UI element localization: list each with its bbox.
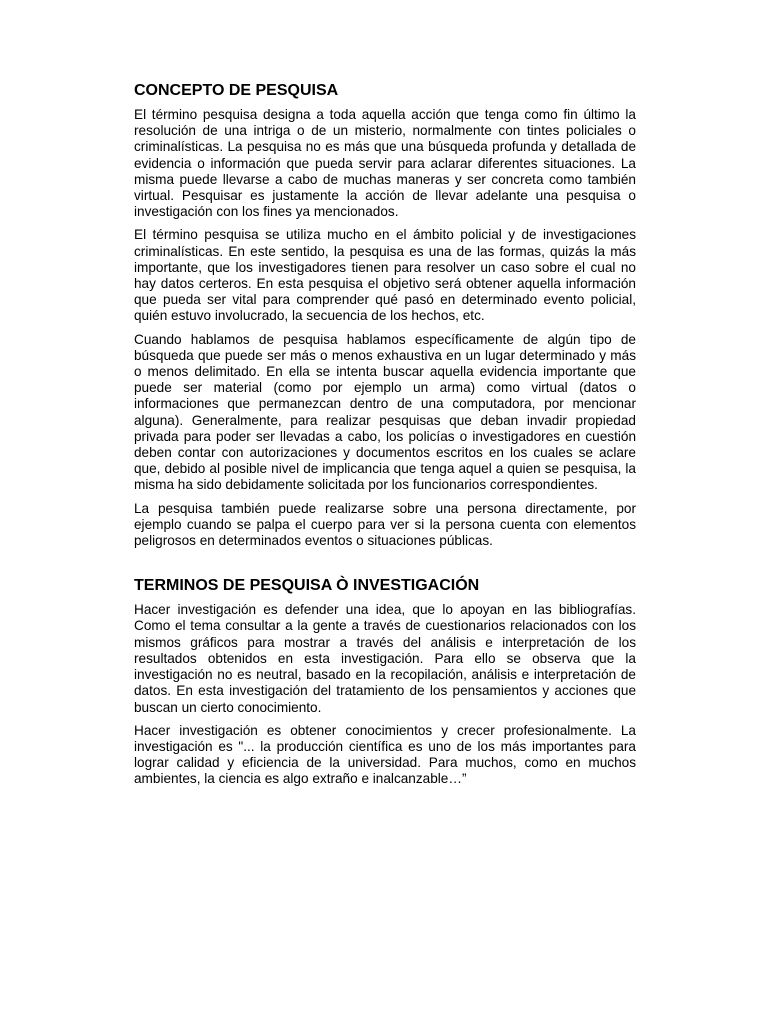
- paragraph: La pesquisa también puede realizarse sobre una persona directamente, por ejemplo cuando se palpa el cuerpo para ver si la persona cuenta con elementos peligrosos en determinados eventos o situaciones públicas.: [134, 500, 636, 549]
- paragraph: El término pesquisa se utiliza mucho en el ámbito policial y de investigaciones criminalísticas. En este sentido, la pesquisa es una de las formas, quizás la más importante, que los investigadores tienen para resolver un caso sobre el cual no hay datos certeros. En esta pesquisa el objetivo será obtener aquella información que pueda ser vital para comprender qué pasó en determinado evento policial, quién estuvo involucrado, la secuencia de los hechos, etc.: [134, 227, 636, 324]
- paragraph: Hacer investigación es defender una idea, que lo apoyan en las bibliografías. Como el tema consultar a la gente a través de cuestionarios relacionados con los mismos gráficos para mostrar a través del análisis e interpretación de los resultados obtenidos en esta investigación. Para ello se observa que la investigación no es neutral, basado en la recopilación, análisis e interpretación de datos. En esta investigación del tratamiento de los pensamientos y acciones que buscan un cierto conocimiento.: [134, 602, 636, 715]
- paragraph: El término pesquisa designa a toda aquella acción que tenga como fin último la resolución de una intriga o de un misterio, normalmente con tintes policiales o criminalísticas. La pesquisa no es más que una búsqueda profunda y detallada de evidencia o información que pueda servir para aclarar diferentes situaciones. La misma puede llevarse a cabo de muchas maneras y ser concreta como también virtual. Pesquisar es justamente la acción de llevar adelante una pesquisa o investigación con los fines ya mencionados.: [134, 107, 636, 220]
- document-page: [134, 81, 636, 795]
- paragraph: Hacer investigación es obtener conocimientos y crecer profesionalmente. La investigación es "... la producción científica es uno de los más importantes para lograr calidad y eficiencia de la universidad. Para muchos, como en muchos ambientes, la ciencia es algo extraño e inalcanzable…”: [134, 722, 636, 787]
- section-heading-concepto: CONCEPTO DE PESQUISA: [134, 82, 339, 99]
- section-heading-terminos: TERMINOS DE PESQUISA Ò INVESTIGACIÓN: [134, 577, 480, 595]
- paragraph: Cuando hablamos de pesquisa hablamos específicamente de algún tipo de búsqueda que puede ser más o menos exhaustiva en un lugar determinado y más o menos delimitado. En ella se intenta buscar aquella evidencia importante que puede ser material (como por ejemplo un arma) como virtual (datos o informaciones que permanezcan dentro de una computadora, por mencionar alguna). Generalmente, para realizar pesquisas que deban invadir propiedad privada para poder ser llevadas a cabo, los policías o investigadores en cuestión deben contar con autorizaciones y documentos escritos en los cuales se aclare que, debido al posible nivel de implicancia que tenga aquel a quien se pesquisa, la misma ha sido debidamente solicitada por los funcionarios correspondientes.: [134, 331, 636, 493]
